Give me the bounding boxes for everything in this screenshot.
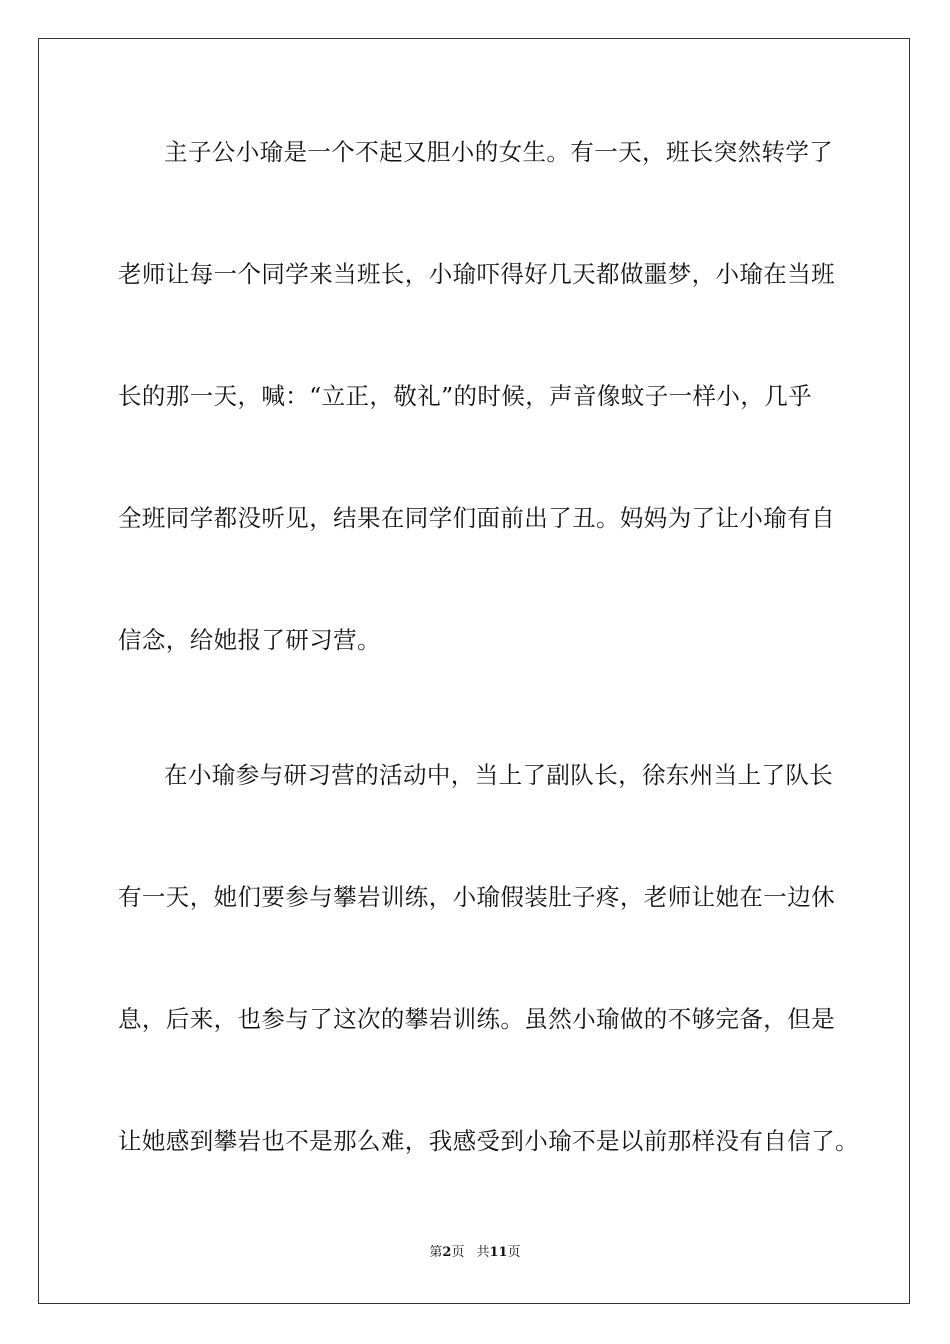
- paragraph-line: 信念，给她报了研习营。: [118, 626, 381, 654]
- paragraph-line: 在小瑜参与研习营的活动中，当上了副队长，徐东州当上了队长: [164, 761, 834, 789]
- paragraph-line: 长的那一天，喊：“立正，敬礼”的时候，声音像蚊子一样小，几乎: [118, 382, 813, 410]
- paragraph-line: 全班同学都没听见，结果在同学们面前出了丑。妈妈为了让小瑜有自: [118, 504, 835, 532]
- paragraph-line: 老师让每一个同学来当班长，小瑜吓得好几天都做噩梦，小瑜在当班: [118, 260, 835, 288]
- footer-page-number: 2: [442, 1245, 452, 1260]
- footer-total-pages: 11: [489, 1245, 508, 1260]
- page-border: [38, 38, 910, 1304]
- footer-total-prefix: 共: [476, 1245, 490, 1260]
- paragraph-line: 息，后来，也参与了这次的攀岩训练。虽然小瑜做的不够完备，但是: [118, 1005, 835, 1033]
- footer-total-suffix: 页: [507, 1245, 521, 1260]
- paragraph-line: 有一天，她们要参与攀岩训练，小瑜假装肚子疼，老师让她在一边休: [118, 883, 835, 911]
- paragraph-line: 主子公小瑜是一个不起又胆小的女生。有一天，班长突然转学了: [164, 138, 834, 166]
- footer-page-prefix: 第: [429, 1245, 443, 1260]
- paragraph-line: 让她感到攀岩也不是那么难，我感受到小瑜不是以前那样没有自信了。: [118, 1127, 859, 1155]
- page-footer: [0, 1245, 950, 1261]
- footer-page-suffix: 页: [451, 1245, 465, 1260]
